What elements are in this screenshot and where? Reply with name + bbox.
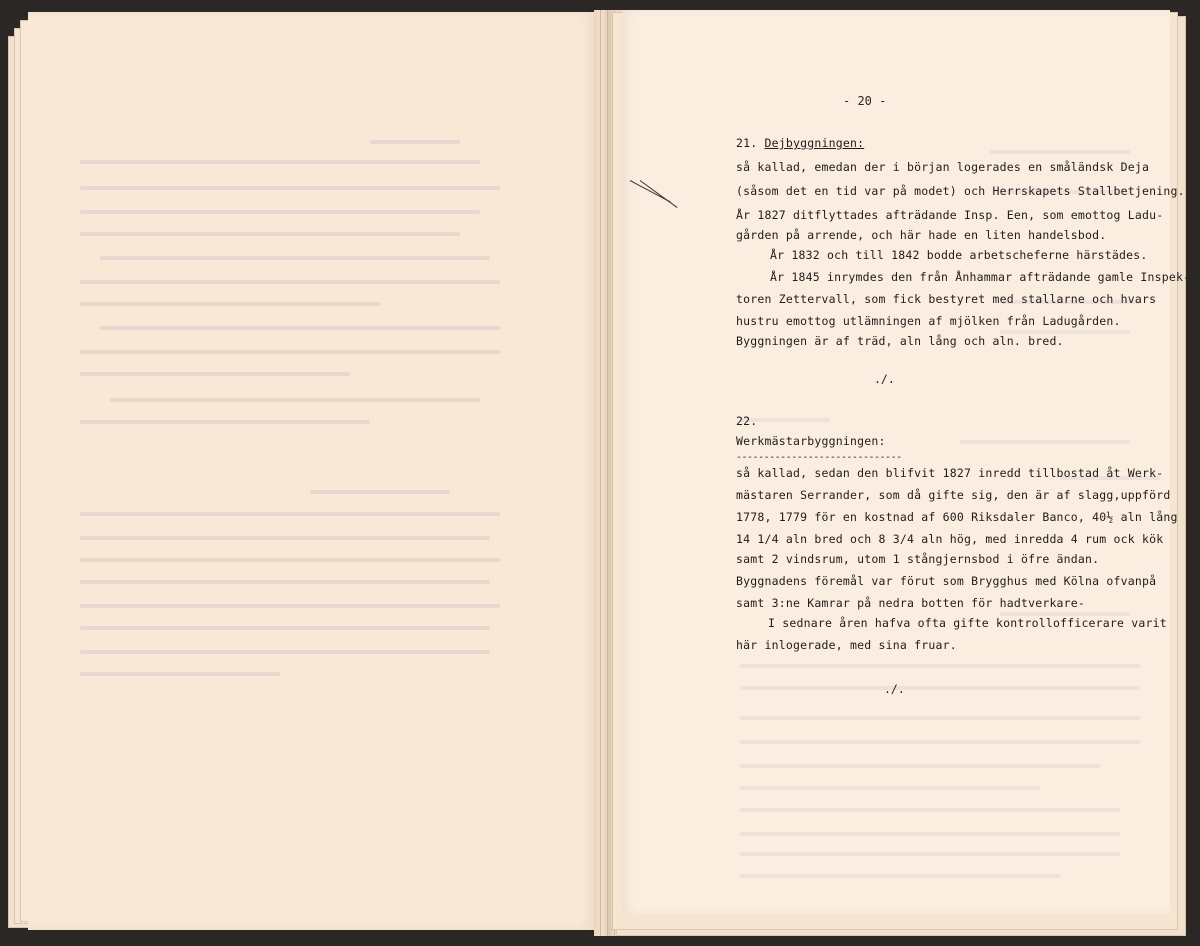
bleed-through-line bbox=[740, 686, 1140, 690]
bleed-through-line bbox=[110, 398, 480, 402]
text-line: År 1827 ditflyttades afträdande Insp. Een, som emottog Ladu- bbox=[736, 208, 1164, 222]
text-line: gården på arrende, och här hade en liten handelsbod. bbox=[736, 228, 1107, 242]
bleed-through-line bbox=[80, 302, 380, 306]
section-22-number: 22. bbox=[736, 414, 758, 428]
bleed-through-line bbox=[80, 160, 480, 164]
section-heading: Dejbyggningen: bbox=[764, 136, 865, 150]
bleed-through-line bbox=[80, 672, 280, 676]
bleed-through-line bbox=[960, 440, 1130, 444]
bleed-through-line bbox=[740, 874, 1060, 878]
text-line: hustru emottog utlämningen af mjölken från Ladugården. bbox=[736, 314, 1121, 328]
text-line: År 1845 inrymdes den från Ånhammar afträdande gamle Inspek- bbox=[770, 270, 1191, 284]
bleed-through-line bbox=[80, 372, 350, 376]
text-line: så kallad, emedan der i början logerades en småländsk Deja bbox=[736, 160, 1150, 174]
bleed-through-line bbox=[740, 740, 1140, 744]
bleed-through-line bbox=[100, 326, 500, 330]
bleed-through-line bbox=[740, 786, 1040, 790]
bleed-through-line bbox=[80, 536, 490, 540]
bleed-through-line bbox=[80, 210, 480, 214]
text-line: samt 3:ne Kamrar på nedra botten för hadtverkare- bbox=[736, 596, 1086, 610]
text-line: så kallad, sedan den blifvit 1827 inredd tillbostad åt Werk- bbox=[736, 466, 1164, 480]
text-line: Byggningen är af träd, aln lång och aln. bred. bbox=[736, 334, 1064, 348]
page-number: - 20 - bbox=[843, 94, 887, 108]
bleed-through-line bbox=[740, 852, 1120, 856]
text-line: År 1832 och till 1842 bodde arbetscheferne härstädes. bbox=[770, 248, 1148, 262]
bleed-through-line bbox=[80, 558, 500, 562]
bleed-through-line bbox=[740, 832, 1120, 836]
bleed-through-line bbox=[80, 512, 500, 516]
bleed-through-line bbox=[80, 186, 500, 190]
text-line: 14 1/4 aln bred och 8 3/4 aln hög, med inredda 4 rum ock kök bbox=[736, 532, 1164, 546]
text-line: 1778, 1779 för en kostnad af 600 Riksdaler Banco, 40½ aln lång bbox=[736, 510, 1178, 524]
bleed-through-line bbox=[740, 716, 1140, 720]
text-line: Byggnadens föremål var förut som Brygghus med Kölna ofvanpå bbox=[736, 574, 1157, 588]
text-line: samt 2 vindsrum, utom 1 stångjernsbod i öfre ändan. bbox=[736, 552, 1100, 566]
bleed-through-line bbox=[370, 140, 460, 144]
bleed-through-line bbox=[740, 764, 1100, 768]
end-mark: ./. bbox=[874, 372, 895, 386]
bleed-through-line bbox=[80, 580, 490, 584]
section-21-title bbox=[736, 136, 864, 150]
bleed-through-line bbox=[990, 150, 1130, 154]
bleed-through-line bbox=[80, 350, 500, 354]
text-line: I sednare åren hafva ofta gifte kontrollofficerare varit bbox=[768, 616, 1167, 630]
section-number: 21. bbox=[736, 136, 758, 150]
text-line: toren Zettervall, som fick bestyret med stallarne och hvars bbox=[736, 292, 1157, 306]
bleed-through-line bbox=[80, 420, 370, 424]
bleed-through-line bbox=[80, 232, 460, 236]
bleed-through-line bbox=[740, 664, 1140, 668]
left-page bbox=[28, 12, 594, 930]
bleed-through-line bbox=[80, 280, 500, 284]
bleed-through-line bbox=[80, 650, 490, 654]
end-mark: ./. bbox=[884, 682, 905, 696]
section-heading: Werkmästarbyggningen: bbox=[736, 434, 886, 448]
bleed-through-line bbox=[740, 808, 1120, 812]
bleed-through-line bbox=[310, 490, 450, 494]
bleed-through-line bbox=[100, 256, 490, 260]
heading-underline: ------------------------------ bbox=[736, 452, 902, 463]
text-line: mästaren Serrander, som då gifte sig, den är af slagg,uppförd bbox=[736, 488, 1171, 502]
text-line: här inlogerade, med sina fruar. bbox=[736, 638, 957, 652]
bleed-through-line bbox=[80, 604, 500, 608]
bleed-through-line bbox=[80, 626, 490, 630]
text-line: (såsom det en tid var på modet) och Herrskapets Stallbetjening. bbox=[736, 184, 1185, 198]
